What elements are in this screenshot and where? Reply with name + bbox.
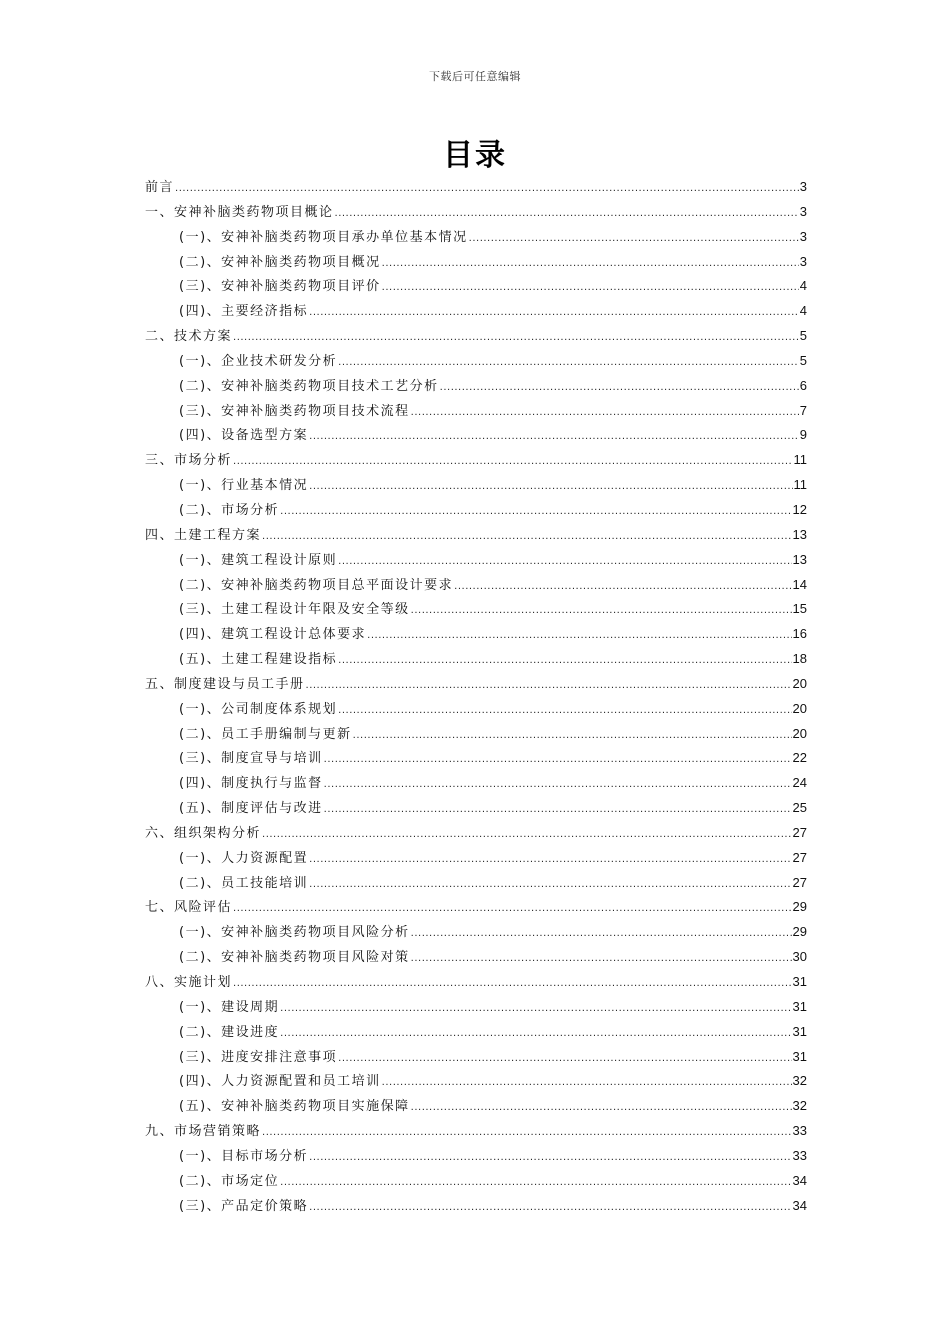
- toc-dot-leader: [280, 1171, 791, 1196]
- toc-entry-label: (二)、市场定位: [179, 1173, 280, 1189]
- toc-entry-page-number: 4: [799, 303, 807, 319]
- toc-entry-label: (三)、进度安排注意事项: [179, 1049, 338, 1065]
- toc-dot-leader: [338, 351, 799, 376]
- toc-entry-page-number: 16: [792, 626, 807, 642]
- toc-entry-label: (一)、安神补脑类药物项目风险分析: [179, 925, 410, 941]
- toc-dot-leader: [469, 227, 799, 252]
- toc-dot-leader: [367, 624, 791, 649]
- toc-entry-section[interactable]: [145, 945, 807, 970]
- toc-entry-label: (二)、市场分析: [179, 502, 280, 518]
- toc-entry-section[interactable]: [145, 274, 807, 299]
- toc-entry-label: 前言: [145, 180, 175, 195]
- toc-dot-leader: [309, 848, 791, 873]
- toc-entry-label: (四)、设备选型方案: [179, 428, 309, 444]
- toc-entry-section[interactable]: [145, 399, 807, 424]
- toc-dot-leader: [233, 897, 792, 922]
- toc-entry-page-number: 4: [799, 278, 807, 294]
- toc-entry-chapter[interactable]: [145, 523, 807, 548]
- toc-entry-label: 七、风险评估: [145, 900, 233, 916]
- toc-entry-section[interactable]: [145, 920, 807, 945]
- toc-entry-page-number: 5: [799, 328, 807, 344]
- toc-dot-leader: [309, 1196, 791, 1221]
- toc-entry-label: (四)、制度执行与监督: [179, 776, 323, 792]
- toc-entry-chapter[interactable]: [145, 821, 807, 846]
- toc-dot-leader: [411, 599, 792, 624]
- toc-entry-page-number: 9: [799, 427, 807, 443]
- toc-entry-label: 九、市场营销策略: [145, 1124, 262, 1140]
- toc-dot-leader: [309, 301, 799, 326]
- toc-dot-leader: [262, 525, 792, 550]
- toc-entry-label: (三)、产品定价策略: [179, 1198, 309, 1214]
- toc-dot-leader: [233, 972, 792, 997]
- toc-entry-page-number: 29: [792, 924, 807, 940]
- toc-entry-chapter[interactable]: [145, 970, 807, 995]
- toc-dot-leader: [440, 376, 799, 401]
- toc-dot-leader: [454, 575, 791, 600]
- toc-entry-page-number: 11: [793, 477, 807, 493]
- toc-entry-section[interactable]: [145, 349, 807, 374]
- toc-entry-chapter[interactable]: [145, 895, 807, 920]
- toc-entry-chapter[interactable]: [145, 175, 807, 200]
- toc-dot-leader: [309, 475, 792, 500]
- toc-entry-section[interactable]: [145, 722, 807, 747]
- toc-entry-label: (三)、制度宣导与培训: [179, 751, 323, 767]
- toc-dot-leader: [324, 798, 792, 823]
- toc-entry-page-number: 24: [792, 775, 807, 791]
- toc-dot-leader: [233, 326, 799, 351]
- toc-dot-leader: [382, 276, 799, 301]
- toc-entry-label: (二)、安神补脑类药物项目概况: [179, 254, 381, 270]
- toc-entry-label: (四)、主要经济指标: [179, 304, 309, 320]
- toc-entry-chapter[interactable]: [145, 672, 807, 697]
- toc-entry-page-number: 20: [792, 725, 807, 741]
- toc-entry-page-number: 3: [799, 228, 807, 244]
- toc-entry-section[interactable]: [145, 871, 807, 896]
- toc-entry-page-number: 33: [792, 1123, 807, 1139]
- toc-dot-leader: [324, 748, 792, 773]
- toc-entry-page-number: 14: [792, 576, 807, 592]
- toc-entry-label: (二)、员工技能培训: [179, 875, 309, 891]
- toc-entry-label: (一)、目标市场分析: [179, 1148, 309, 1164]
- toc-dot-leader: [309, 425, 799, 450]
- toc-entry-section[interactable]: [145, 1045, 807, 1070]
- toc-entry-page-number: 12: [792, 501, 807, 517]
- toc-entry-page-number: 7: [799, 402, 807, 418]
- toc-entry-label: (五)、制度评估与改进: [179, 801, 323, 817]
- toc-entry-label: (一)、人力资源配置: [179, 850, 309, 866]
- toc-entry-label: (一)、公司制度体系规划: [179, 701, 338, 717]
- toc-entry-label: (四)、人力资源配置和员工培训: [179, 1074, 381, 1090]
- toc-title: 目录: [443, 138, 507, 173]
- toc-dot-leader: [411, 947, 792, 972]
- toc-entry-page-number: 22: [792, 750, 807, 766]
- toc-dot-leader: [306, 674, 792, 699]
- toc-entry-page-number: 27: [792, 849, 807, 865]
- toc-dot-leader: [262, 1121, 792, 1146]
- toc-entry-page-number: 11: [793, 452, 807, 468]
- toc-entry-section[interactable]: [145, 846, 807, 871]
- toc-entry-page-number: 20: [792, 700, 807, 716]
- toc-entry-section[interactable]: [145, 647, 807, 672]
- toc-entry-section[interactable]: [145, 622, 807, 647]
- toc-dot-leader: [280, 997, 791, 1022]
- toc-dot-leader: [382, 252, 799, 277]
- toc-entry-section[interactable]: [145, 423, 807, 448]
- toc-entry-page-number: 25: [792, 800, 807, 816]
- toc-dot-leader: [411, 1096, 792, 1121]
- header-note: 下载后可任意编辑: [429, 70, 521, 83]
- toc-entry-label: (一)、安神补脑类药物项目承办单位基本情况: [179, 229, 468, 245]
- toc-entry-page-number: 27: [792, 874, 807, 890]
- toc-entry-label: 四、土建工程方案: [145, 527, 262, 543]
- toc-entry-label: (一)、行业基本情况: [179, 478, 309, 494]
- toc-entry-label: 一、安神补脑类药物项目概论: [145, 204, 334, 220]
- toc-dot-leader: [338, 550, 791, 575]
- toc-dot-leader: [338, 1047, 791, 1072]
- toc-entry-page-number: 34: [792, 1172, 807, 1188]
- toc-entry-page-number: 31: [792, 1048, 807, 1064]
- toc-entry-label: (四)、建筑工程设计总体要求: [179, 627, 367, 643]
- toc-entry-label: (二)、安神补脑类药物项目技术工艺分析: [179, 378, 439, 394]
- toc-entry-page-number: 3: [799, 253, 807, 269]
- toc-list: [145, 175, 807, 1218]
- toc-entry-section[interactable]: [145, 1069, 807, 1094]
- toc-dot-leader: [309, 1146, 791, 1171]
- toc-entry-label: (一)、建设周期: [179, 999, 280, 1015]
- toc-entry-label: 八、实施计划: [145, 975, 233, 990]
- toc-entry-label: 三、市场分析: [145, 453, 233, 469]
- toc-entry-section[interactable]: [145, 1094, 807, 1119]
- toc-entry-page-number: 13: [792, 551, 807, 567]
- toc-dot-leader: [411, 401, 799, 426]
- toc-entry-page-number: 30: [792, 949, 807, 965]
- toc-entry-chapter[interactable]: [145, 448, 807, 473]
- toc-dot-leader: [175, 177, 799, 202]
- toc-entry-section[interactable]: [145, 1169, 807, 1194]
- toc-entry-section[interactable]: [145, 573, 807, 598]
- toc-entry-section[interactable]: [145, 299, 807, 324]
- toc-entry-section[interactable]: [145, 597, 807, 622]
- toc-entry-page-number: 31: [792, 1023, 807, 1039]
- toc-entry-section[interactable]: [145, 796, 807, 821]
- toc-entry-section[interactable]: [145, 697, 807, 722]
- toc-entry-label: (三)、安神补脑类药物项目技术流程: [179, 403, 410, 419]
- toc-dot-leader: [338, 699, 791, 724]
- toc-entry-page-number: 18: [792, 651, 807, 667]
- toc-entry-label: (二)、员工手册编制与更新: [179, 726, 352, 742]
- toc-dot-leader: [353, 724, 792, 749]
- toc-dot-leader: [280, 500, 791, 525]
- toc-entry-section[interactable]: [145, 498, 807, 523]
- toc-entry-page-number: 32: [792, 1098, 807, 1114]
- toc-entry-page-number: 31: [792, 974, 807, 989]
- toc-dot-leader: [411, 922, 792, 947]
- toc-entry-page-number: 6: [799, 377, 807, 393]
- toc-entry-page-number: 32: [792, 1073, 807, 1089]
- toc-dot-leader: [233, 450, 792, 475]
- toc-entry-label: (五)、土建工程建设指标: [179, 652, 338, 668]
- toc-entry-label: (五)、安神补脑类药物项目实施保障: [179, 1099, 410, 1115]
- toc-entry-page-number: 15: [792, 601, 807, 617]
- toc-entry-page-number: 3: [799, 203, 807, 219]
- toc-dot-leader: [335, 202, 799, 227]
- toc-entry-chapter[interactable]: [145, 1119, 807, 1144]
- toc-entry-label: 六、组织架构分析: [145, 825, 262, 841]
- toc-entry-label: (二)、安神补脑类药物项目总平面设计要求: [179, 577, 454, 593]
- toc-entry-page-number: 27: [792, 824, 807, 840]
- toc-entry-page-number: 31: [792, 998, 807, 1014]
- toc-entry-label: 五、制度建设与员工手册: [145, 676, 305, 692]
- toc-dot-leader: [382, 1071, 792, 1096]
- toc-entry-section[interactable]: [145, 225, 807, 250]
- toc-entry-chapter[interactable]: [145, 200, 807, 225]
- toc-dot-leader: [309, 873, 791, 898]
- toc-entry-section[interactable]: [145, 250, 807, 275]
- toc-dot-leader: [324, 773, 792, 798]
- toc-entry-section[interactable]: [145, 771, 807, 796]
- toc-entry-page-number: 5: [799, 352, 807, 368]
- toc-entry-page-number: 34: [792, 1197, 807, 1213]
- toc-entry-label: (三)、安神补脑类药物项目评价: [179, 279, 381, 295]
- toc-entry-page-number: 20: [792, 675, 807, 691]
- toc-entry-label: (一)、企业技术研发分析: [179, 353, 338, 369]
- toc-dot-leader: [262, 823, 792, 848]
- toc-dot-leader: [338, 649, 791, 674]
- toc-entry-section[interactable]: [145, 473, 807, 498]
- toc-entry-page-number: 33: [792, 1147, 807, 1163]
- toc-entry-label: (二)、安神补脑类药物项目风险对策: [179, 950, 410, 966]
- toc-entry-page-number: 13: [792, 526, 807, 542]
- toc-entry-label: 二、技术方案: [145, 329, 233, 345]
- toc-entry-section[interactable]: [145, 1194, 807, 1219]
- toc-dot-leader: [280, 1022, 791, 1047]
- toc-entry-section[interactable]: [145, 746, 807, 771]
- toc-entry-section[interactable]: [145, 548, 807, 573]
- toc-entry-section[interactable]: [145, 1144, 807, 1169]
- toc-entry-page-number: 3: [799, 179, 807, 194]
- toc-entry-section[interactable]: [145, 374, 807, 399]
- toc-entry-page-number: 29: [792, 899, 807, 915]
- toc-entry-section[interactable]: [145, 995, 807, 1020]
- toc-entry-label: (一)、建筑工程设计原则: [179, 552, 338, 568]
- toc-entry-chapter[interactable]: [145, 324, 807, 349]
- toc-entry-label: (二)、建设进度: [179, 1024, 280, 1040]
- toc-entry-section[interactable]: [145, 1020, 807, 1045]
- toc-entry-label: (三)、土建工程设计年限及安全等级: [179, 602, 410, 618]
